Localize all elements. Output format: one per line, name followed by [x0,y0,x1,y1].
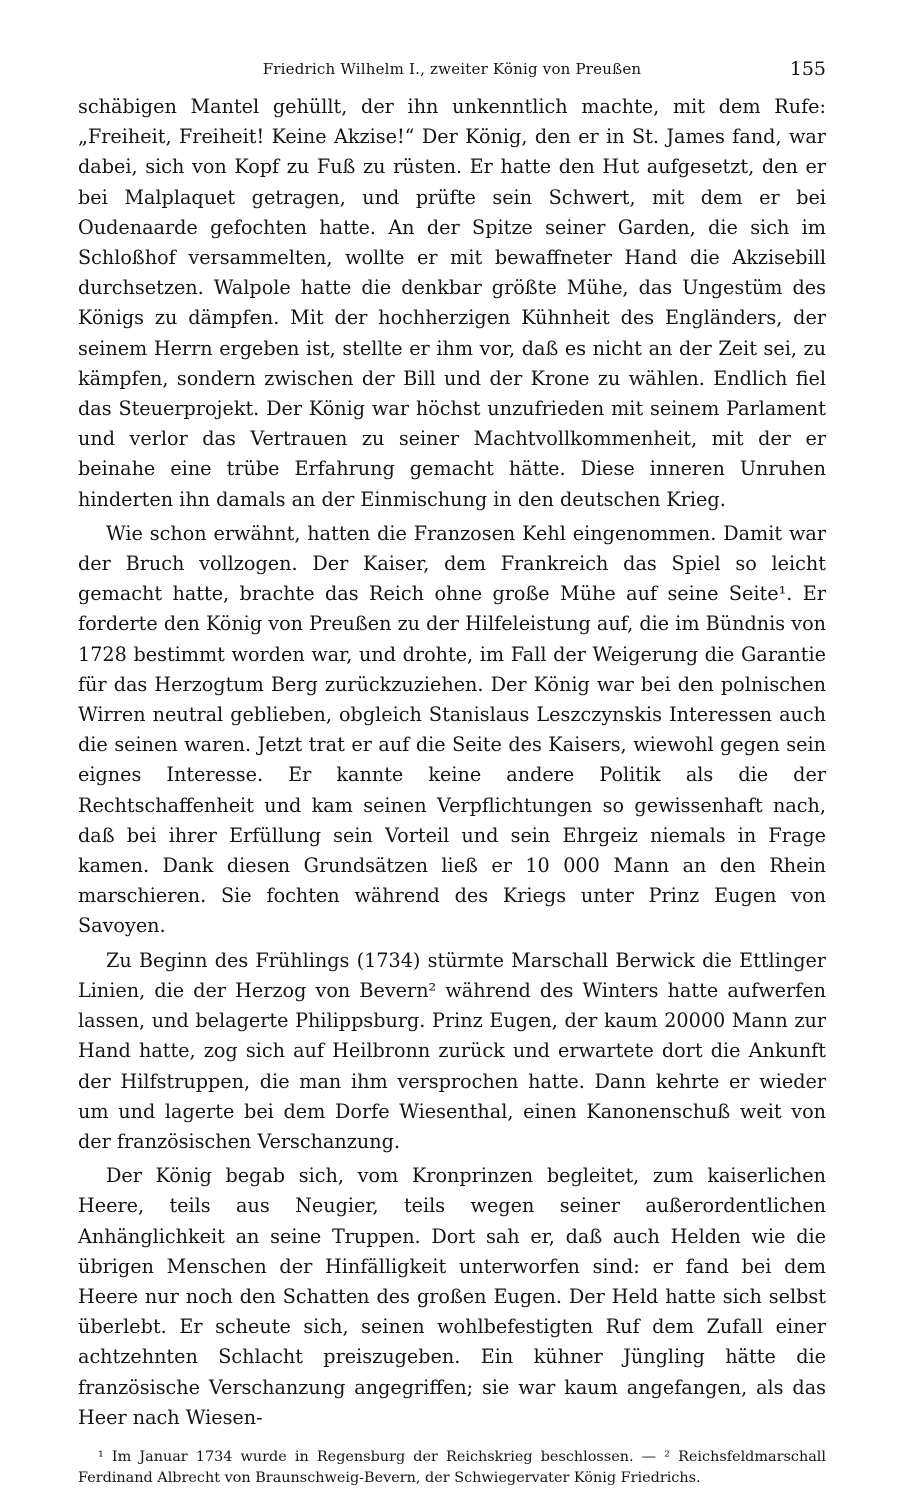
paragraph-continuation: schäbigen Mantel gehüllt, der ihn unkenntlich machte, mit dem Rufe: „Freiheit, Freiheit! Keine Akzise!“ Der König, den er in St. James fand, war dabei, sich von Kopf zu Fuß zu rüsten. Er hatte den Hut aufgesetzt, den er bei Malplaquet getragen, und prüfte sein Schwert, mit dem er bei Oudenaarde gefochten hatte. An der Spitze seiner Garden, die sich im Schloßhof versammelten, wollte er mit bewaffneter Hand die Akzisebill durchsetzen. Walpole hatte die denkbar größte Mühe, das Ungestüm des Königs zu dämpfen. Mit der hochherzigen Kühnheit des Engländers, der seinem Herrn ergeben ist, stellte er ihm vor, daß es nicht an der Zeit sei, zu kämpfen, sondern zwischen der Bill und der Krone zu wählen. Endlich fiel das Steuerprojekt. Der König war höchst unzufrieden mit seinem Parlament und verlor das Vertrauen zu seiner Machtvollkommenheit, mit der er beinahe eine trübe Erfahrung gemacht hätte. Diese inneren Unruhen hinderten ihn damals an der Einmischung in den deutschen Krieg. [78,95,826,511]
footnotes [78,1447,826,1489]
paragraph-spring-1734: Zu Beginn des Frühlings (1734) stürmte Marschall Berwick die Ettlinger Linien, die der Herzog von Bevern² während des Winters hatte aufwerfen lassen, und belagerte Philippsburg. Prinz Eugen, der kaum 20000 Mann zur Hand hatte, zog sich auf Heilbronn zurück und erwartete dort die Ankunft der Hilfstruppen, die man ihm versprochen hatte. Dann kehrte er wieder um und lagerte bei dem Dorfe Wiesenthal, einen Kanonenschuß weit von der französischen Verschanzung. [78,948,826,1153]
body-text [78,92,826,1433]
paragraph-kehl: Wie schon erwähnt, hatten die Franzosen Kehl eingenommen. Damit war der Bruch vollzogen. Der Kaiser, dem Frankreich das Spiel so leicht gemacht hatte, brachte das Reich ohne große Mühe auf seine Seite¹. Er forderte den König von Preußen zu der Hilfeleistung auf, die im Bündnis von 1728 bestimmt worden war, und drohte, im Fall der Weigerung die Garantie für das Herzogtum Berg zurückzuziehen. Der König war bei den polnischen Wirren neutral geblieben, obgleich Stanislaus Leszczynskis Interessen auch die seinen waren. Jetzt trat er auf die Seite des Kaisers, wiewohl gegen sein eignes Interesse. Er kannte keine andere Politik als die der Rechtschaffenheit und kam seinen Verpflichtungen so gewissenhaft nach, daß bei ihrer Erfüllung sein Vorteil und sein Ehrgeiz niemals in Frage kamen. Dank diesen Grundsätzen ließ er 10 000 Mann an den Rhein marschieren. Sie fochten während des Kriegs unter Prinz Eugen von Savoyen. [78,521,826,938]
running-head [78,58,826,92]
footnote-text: ¹ Im Januar 1734 wurde in Regensburg der Reichskrieg beschlossen. — ² Reichsfeldmarschall Ferdinand Albrecht von Braunschweig-Bevern, der Schwiegervater König Friedrichs. [78,1448,826,1486]
paragraph-king-visit: Der König begab sich, vom Kronprinzen begleitet, zum kaiserlichen Heere, teils aus Neugier, teils wegen seiner außerordentlichen Anhänglichkeit an seine Truppen. Dort sah er, daß auch Helden wie die übrigen Menschen der Hinfälligkeit unterworfen sind: er fand bei dem Heere nur noch den Schatten des großen Eugen. Der Held hatte sich selbst überlebt. Er scheute sich, seinen wohlbefestigten Ruf dem Zufall einer achtzehnten Schlacht preiszugeben. Ein kühner Jüngling hätte die französische Verschanzung angegriffen; sie war kaum angefangen, als das Heer nach Wiesen- [78,1164,826,1429]
page-number: 155 [789,58,826,80]
book-page [78,58,826,1489]
running-head-title: Friedrich Wilhelm I., zweiter König von Preußen [262,60,642,78]
